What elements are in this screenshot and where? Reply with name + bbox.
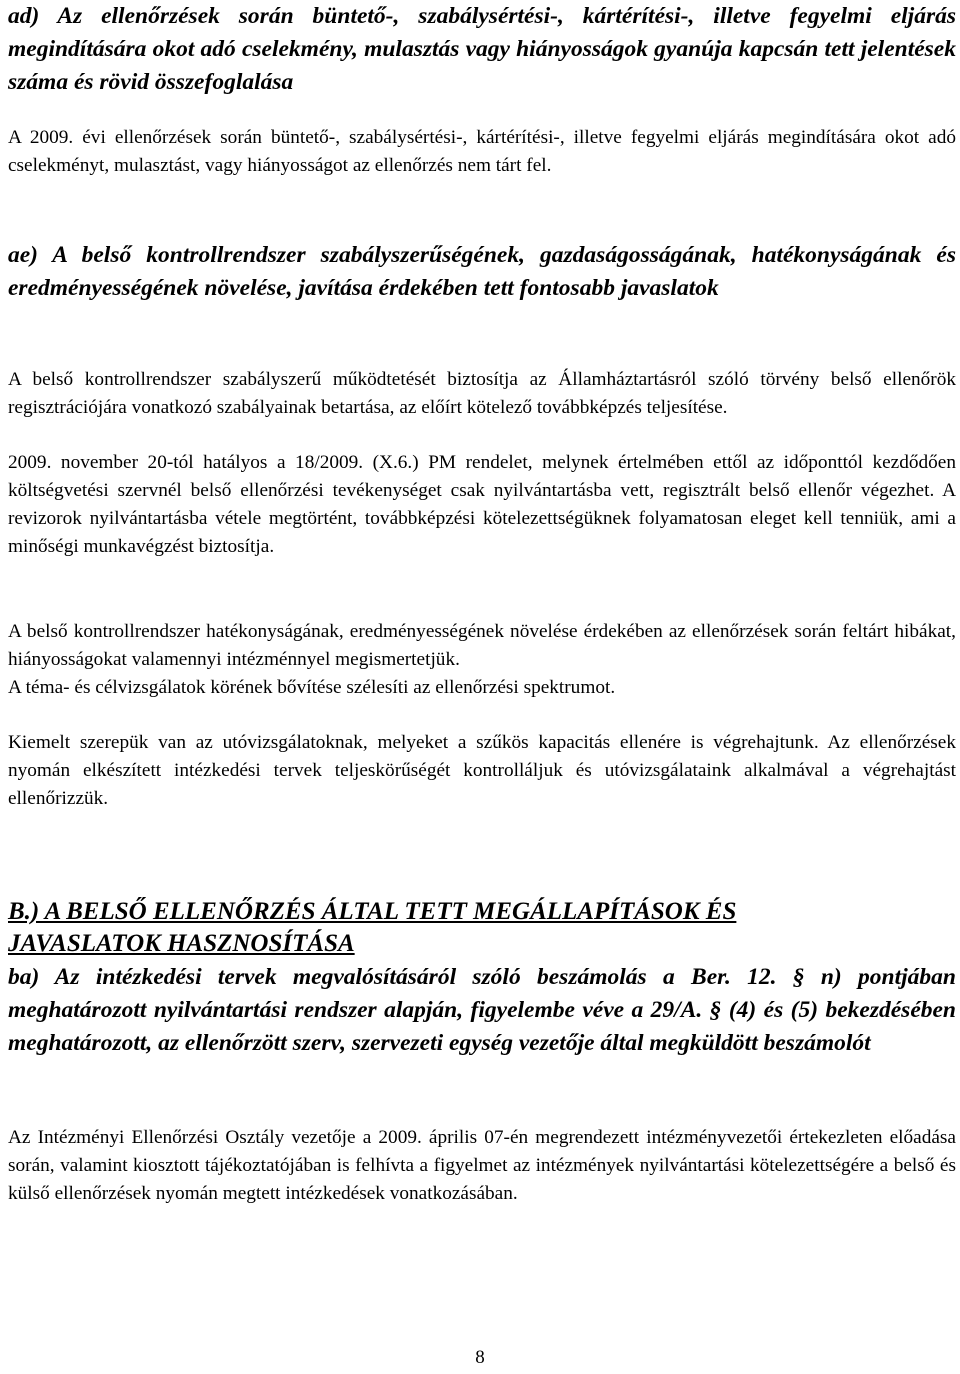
section-ae-paragraph-3b: A téma- és célvizsgálatok körének bővítése szélesíti az ellenőrzési spektrumot. (8, 677, 616, 698)
section-b-title-line-1: B.) A BELSŐ ELLENŐRZÉS ÁLTAL TETT MEGÁLLAPÍTÁSOK ÉS (8, 898, 737, 925)
section-ae-paragraph-2: 2009. november 20-tól hatályos a 18/2009. (X.6.) PM rendelet, melynek értelmében ettől az időponttól kezdődően költségvetési szervnél belső ellenőrzési tevékenységet csak nyilvántartásba vett, regisztrált belső ellenőr végezhet. A revizorok nyilvántartásba vétele megtörtént, továbbképzési kötelezettségüknek folyamatosan eleget kell tenniük, ami a minőségi munkavégzést biztosítja. (8, 452, 956, 557)
section-ae-heading: ae) A belső kontrollrendszer szabályszerűségének, gazdaságosságának, hatékonyságának és eredményességének növelése, javítása érdekében tett fontosabb javaslatok (8, 242, 956, 301)
section-ba-paragraph: Az Intézményi Ellenőrzési Osztály vezetője a 2009. április 07-én megrendezett intézményvezetői értekezleten előadása során, valamint kiosztott tájékoztatójában is felhívta a figyelmet az intézmények nyilvántartási kötelezettségére a belső és külső ellenőrzések nyomán megtett intézkedések vonatkozásában. (8, 1127, 956, 1204)
section-ae-paragraph-4: Kiemelt szerepük van az utóvizsgálatoknak, melyeket a szűkös kapacitás ellenére is végrehajtunk. Az ellenőrzések nyomán elkészített intézkedési tervek teljeskörűségét kontrolláljuk és utóvizsgálataink alkalmával a végrehajtást ellenőrizzük. (8, 732, 956, 809)
section-ae-paragraph-1: A belső kontrollrendszer szabályszerű működtetését biztosítja az Államháztartásról szóló törvény belső ellenőrök regisztrációjára vonatkozó szabályainak betartása, az előírt kötelező továbbképzés teljesítése. (8, 369, 956, 418)
section-ad-heading: ad) Az ellenőrzések során büntető-, szabálysértési-, kártérítési-, illetve fegyelmi eljárás megindítására okot adó cselekmény, mulasztás vagy hiányosságok gyanúja kapcsán tett jelentések száma és rövid összefoglalása (8, 3, 956, 95)
section-b-title-line-2: JAVASLATOK HASZNOSÍTÁSA (8, 930, 355, 957)
section-ad-paragraph: A 2009. évi ellenőrzések során büntető-, szabálysértési-, kártérítési-, illetve fegyelmi eljárás megindítására okot adó cselekményt, mulasztást, vagy hiányosságot az ellenőrzés nem tárt fel. (8, 127, 956, 176)
section-ae-paragraph-3a: A belső kontrollrendszer hatékonyságának, eredményességének növelése érdekében az ellenőrzések során feltárt hibákat, hiányosságokat valamennyi intézménnyel megismertetjük. (8, 621, 956, 670)
section-ba-heading: ba) Az intézkedési tervek megvalósításáról szóló beszámolás a Ber. 12. § n) pontjában meghatározott nyilvántartási rendszer alapján, figyelembe véve a 29/A. § (4) és (5) bekezdésében meghatározott, az ellenőrzött szerv, szervezeti egység vezetője által megküldött beszámolót (8, 964, 956, 1056)
page-number: 8 (475, 1347, 485, 1368)
